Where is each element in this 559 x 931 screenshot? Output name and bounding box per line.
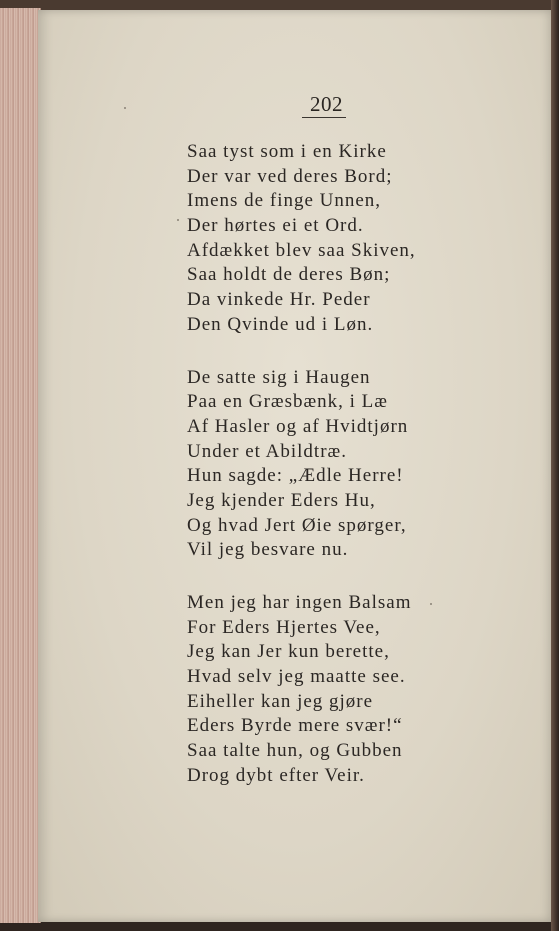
poem-line: Hun sagde: „Ædle Herre! xyxy=(187,465,404,487)
poem-line: For Eders Hjertes Vee, xyxy=(187,616,381,638)
poem-line: Der hørtes ei et Ord. xyxy=(187,215,364,237)
paper-speck xyxy=(177,219,179,221)
poem-line: Hvad selv jeg maatte see. xyxy=(187,666,406,688)
poem-line: Vil jeg besvare nu. xyxy=(187,539,349,561)
poem-line: Eiheller kan jeg gjøre xyxy=(187,690,374,712)
poem-line: Afdækket blev saa Skiven, xyxy=(187,239,416,261)
poem-line: Jeg kan Jer kun berette, xyxy=(187,641,390,663)
poem-line: Paa en Græsbænk, i Læ xyxy=(187,391,388,413)
page-edges xyxy=(0,8,41,923)
poem-line: Saa tyst som i en Kirke xyxy=(187,141,387,162)
poem-line: Men jeg har ingen Balsam xyxy=(187,592,412,613)
poem-line: Under et Abildtræ. xyxy=(187,440,347,462)
page-number-underline xyxy=(302,117,346,118)
poem-line: Saa talte hun, og Gubben xyxy=(187,740,403,762)
poem-line: Imens de finge Unnen, xyxy=(187,190,382,212)
poem-line: Da vinkede Hr. Peder xyxy=(187,289,371,311)
poem-line: Saa holdt de deres Bøn; xyxy=(187,264,391,286)
poem-text xyxy=(187,140,527,817)
poem-line: Jeg kjender Eders Hu, xyxy=(187,489,376,511)
paper-speck xyxy=(124,107,126,109)
poem-line: Drog dybt efter Veir. xyxy=(187,764,365,786)
book-page xyxy=(38,10,551,922)
stanza-1 xyxy=(187,140,527,338)
poem-line: Der var ved deres Bord; xyxy=(187,165,393,187)
poem-line: Og hvad Jert Øie spørger, xyxy=(187,514,407,536)
poem-line: Eders Byrde mere svær!“ xyxy=(187,715,403,737)
stanza-2 xyxy=(187,366,527,564)
book-cover-edge xyxy=(551,0,559,931)
stanza-3 xyxy=(187,591,527,789)
poem-line: Af Hasler og af Hvidtjørn xyxy=(187,415,409,437)
poem-line: Den Qvinde ud i Løn. xyxy=(187,313,374,335)
page-number: 202 xyxy=(310,92,343,116)
poem-line: De satte sig i Haugen xyxy=(187,366,371,388)
